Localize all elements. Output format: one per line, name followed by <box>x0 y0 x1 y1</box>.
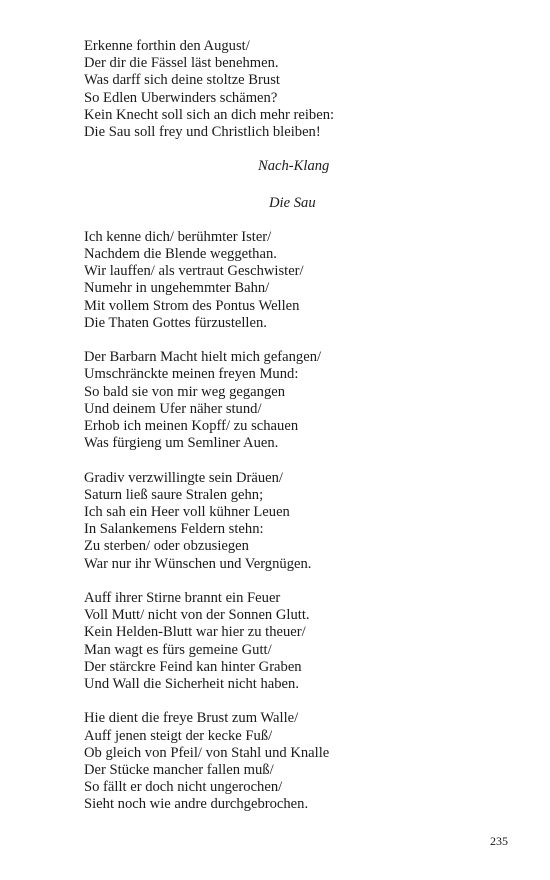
verse-line: Auff ihrer Stirne brannt ein Feuer <box>84 590 281 607</box>
stanza <box>84 470 514 573</box>
verse-line: Der Barbarn Macht hielt mich gefangen/ <box>84 349 322 366</box>
verse-line: Die Sau soll frey und Christlich bleiben! <box>84 124 321 141</box>
section-heading: Nach-Klang <box>258 158 330 175</box>
verse-line: Was darff sich deine stoltze Brust <box>84 72 280 89</box>
verse-line: Ich sah ein Heer voll kühner Leuen <box>84 504 290 521</box>
verse-line: Und Wall die Sicherheit nicht haben. <box>84 676 299 693</box>
verse-line: Kein Helden-Blutt war hier zu theuer/ <box>84 624 306 641</box>
verse-line: Und deinem Ufer näher stund/ <box>84 400 262 417</box>
verse-line: Umschränckte meinen freyen Mund: <box>84 366 299 383</box>
verse-line: Nachdem die Blende weggethan. <box>84 246 277 263</box>
verse-line: In Salankemens Feldern stehn: <box>84 521 264 538</box>
verse-line: Erhob ich meinen Kopff/ zu schauen <box>84 418 299 435</box>
verse-line: Auff jenen steigt der kecke Fuß/ <box>84 727 273 744</box>
verse-line: So Edlen Uberwinders schämen? <box>84 89 278 106</box>
verse-line: Was fürgieng um Semliner Auen. <box>84 435 279 452</box>
verse-line: So fällt er doch nicht ungerochen/ <box>84 779 283 796</box>
verse-line: Wir lauffen/ als vertraut Geschwister/ <box>84 263 304 280</box>
verse-line: Ob gleich von Pfeil/ von Stahl und Knalle <box>84 744 330 761</box>
stanza <box>84 710 514 813</box>
verse-line: Der dir die Fässel läst benehmen. <box>84 55 279 72</box>
verse-line: Der stärckre Feind kan hinter Graben <box>84 658 302 675</box>
verse-line: Voll Mutt/ nicht von der Sonnen Glutt. <box>84 607 310 624</box>
page-number: 235 <box>490 834 508 848</box>
verse-line: Ich kenne dich/ berühmter Ister/ <box>84 228 272 245</box>
speaker-heading: Die Sau <box>269 194 316 211</box>
verse-line: Gradiv verzwillingte sein Dräuen/ <box>84 469 283 486</box>
verse-line: Saturn ließ saure Stralen gehn; <box>84 486 264 503</box>
verse-line: Erkenne forthin den August/ <box>84 38 250 54</box>
stanza <box>84 349 514 452</box>
verse-line: Mit vollem Strom des Pontus Wellen <box>84 297 300 314</box>
verse-line: Kein Knecht soll sich an dich mehr reiben: <box>84 106 335 123</box>
verse-line: Sieht noch wie andre durchgebrochen. <box>84 796 309 813</box>
verse-line: So bald sie von mir weg gegangen <box>84 383 286 400</box>
verse-line: Man wagt es fürs gemeine Gutt/ <box>84 641 272 658</box>
stanza <box>84 590 514 693</box>
poem-text <box>84 38 514 831</box>
stanza <box>84 229 514 332</box>
verse-line: Zu sterben/ oder obzusiegen <box>84 538 249 555</box>
stanza-closing-previous <box>84 38 514 141</box>
verse-line: Hie dient die freye Brust zum Walle/ <box>84 710 299 727</box>
verse-line: Die Thaten Gottes fürzustellen. <box>84 314 267 331</box>
verse-line: Numehr in ungehemmter Bahn/ <box>84 280 270 297</box>
verse-line: Der Stücke mancher fallen muß/ <box>84 762 274 779</box>
verse-line: War nur ihr Wünschen und Vergnügen. <box>84 555 312 572</box>
